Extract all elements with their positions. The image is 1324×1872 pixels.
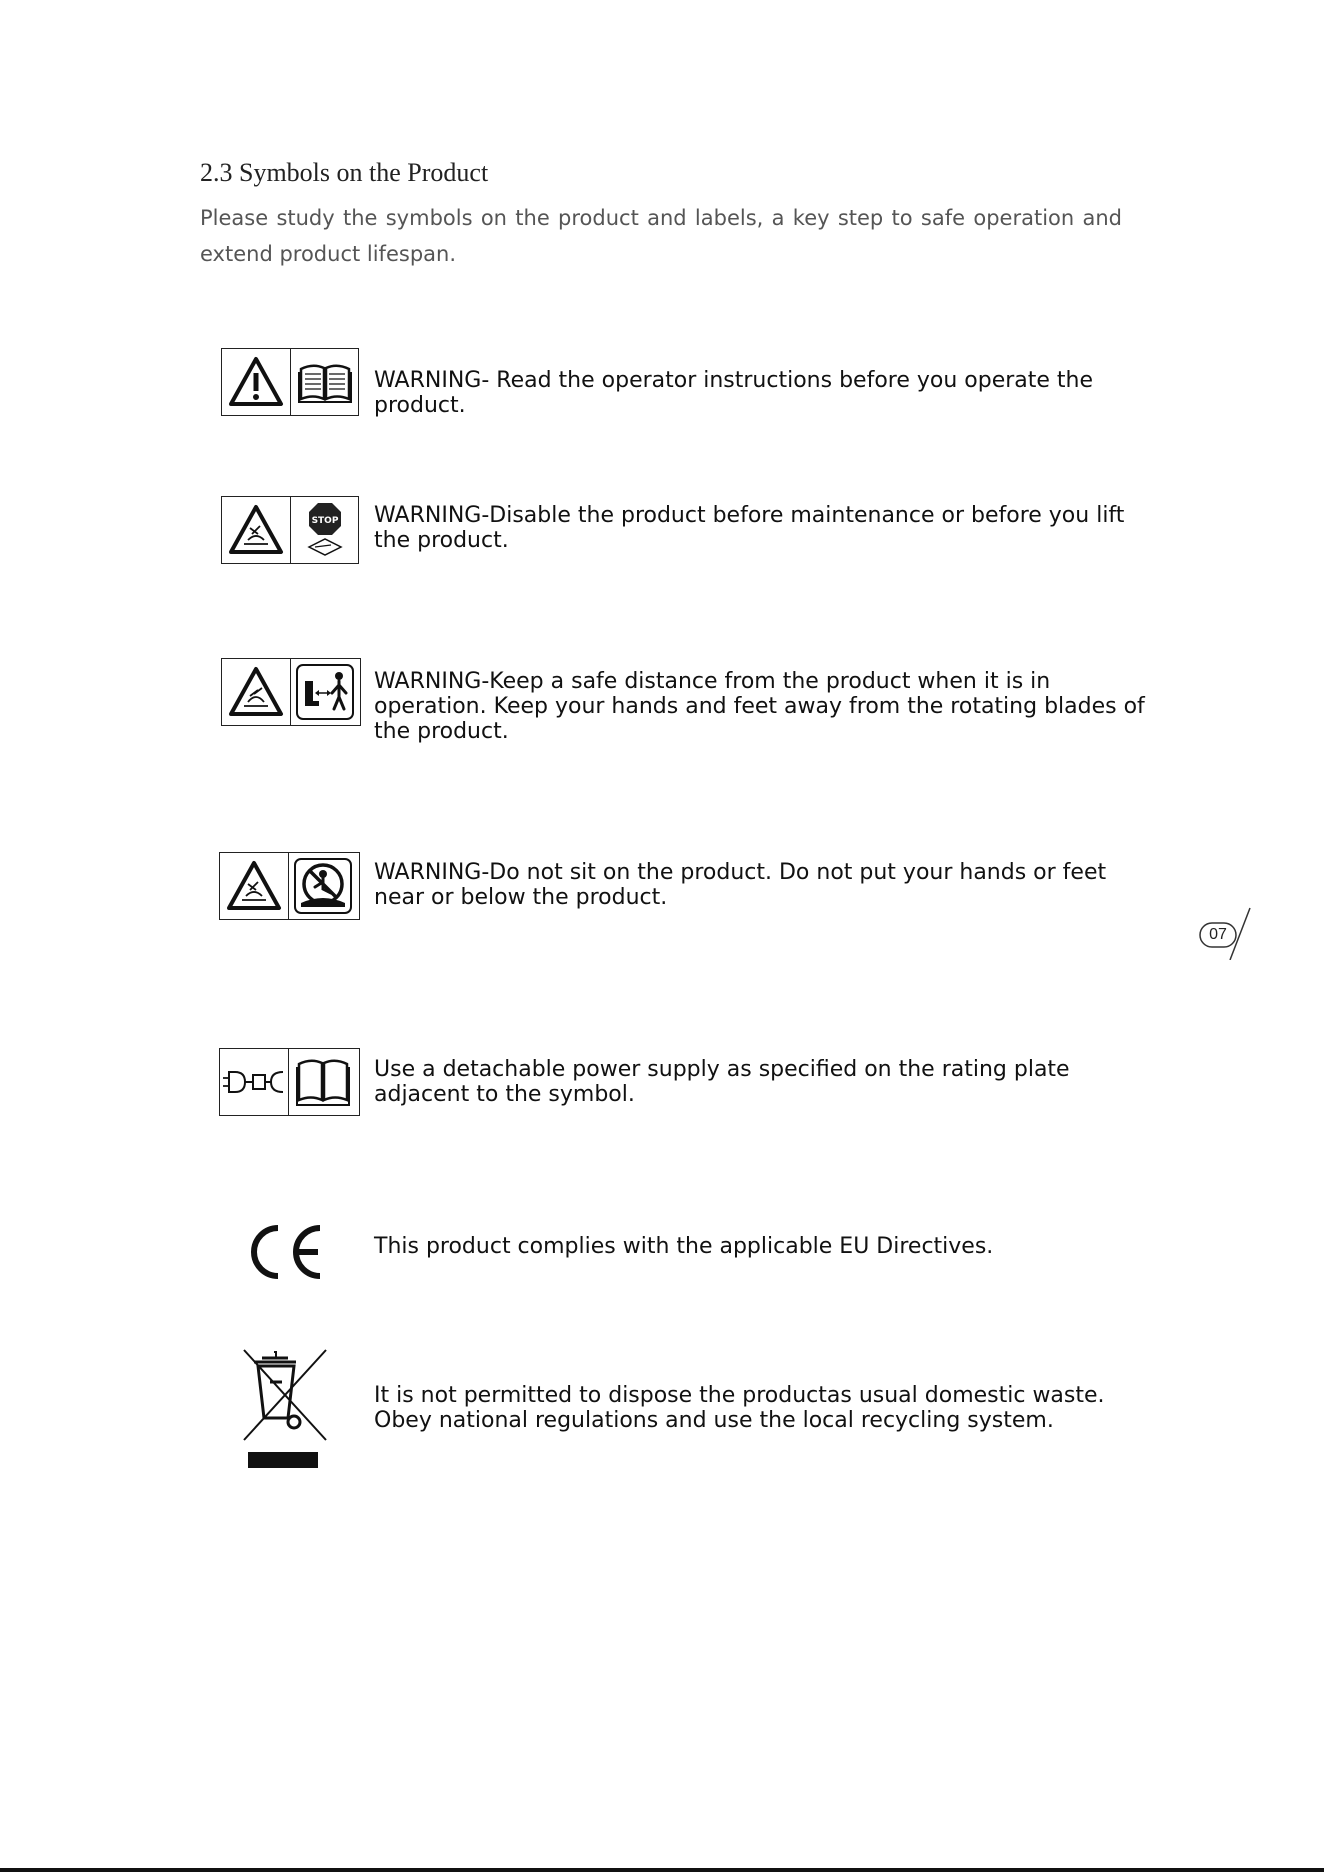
stop-disable-before-lift-icon [290, 497, 358, 563]
page-number: 07 [1209, 926, 1227, 943]
warning-triangle-blade-icon [220, 853, 288, 919]
warning-triangle-blade-icon [222, 497, 290, 563]
symbol-row-5-text: Use a detachable power supply as specified on the rating plate adjacent to the symbol. [374, 1057, 1070, 1107]
warning-triangle-blade-icon [222, 659, 290, 725]
symbol-row-1-text: WARNING- Read the operator instructions before you operate the product. [374, 368, 1094, 418]
bottom-rule [0, 1868, 1324, 1872]
crossed-out-wheelie-bin-icon [240, 1346, 330, 1470]
symbol-row-5-icons [219, 1048, 360, 1116]
symbol-row-3-icons [221, 658, 361, 726]
symbol-row-4-text: WARNING-Do not sit on the product. Do not put your hands or feet near or below the product. [374, 860, 1107, 910]
section-intro: Please study the symbols on the product and labels, a key step to safe operation and extend product lifespan. [200, 206, 1122, 266]
operator-manual-book-icon [288, 1049, 356, 1115]
symbol-row-3-text: WARNING-Keep a safe distance from the product when it is in operation. Keep your hands and feet away from the rotating blades of the product. [374, 669, 1145, 744]
no-sitting-on-product-icon [288, 853, 356, 919]
symbol-row-7-text: It is not permitted to dispose the productas usual domestic waste. Obey national regulations and use the local recycling system. [374, 1383, 1105, 1433]
ce-mark-icon [244, 1222, 324, 1282]
symbol-row-2-text: WARNING-Disable the product before maintenance or before you lift the product. [374, 503, 1125, 553]
symbol-row-6-text: This product complies with the applicable EU Directives. [374, 1234, 994, 1259]
detachable-power-supply-icon [220, 1049, 288, 1115]
symbol-row-2-icons [221, 496, 359, 564]
operator-manual-book-icon [290, 349, 358, 415]
symbol-row-4-icons [219, 852, 360, 920]
warning-triangle-icon [222, 349, 290, 415]
section-title: 2.3 Symbols on the Product [200, 158, 489, 187]
safe-distance-person-icon [290, 659, 358, 725]
symbol-row-1-icons [221, 348, 359, 416]
svg-text:STOP: STOP [311, 516, 338, 526]
page-number-badge [1198, 906, 1254, 960]
